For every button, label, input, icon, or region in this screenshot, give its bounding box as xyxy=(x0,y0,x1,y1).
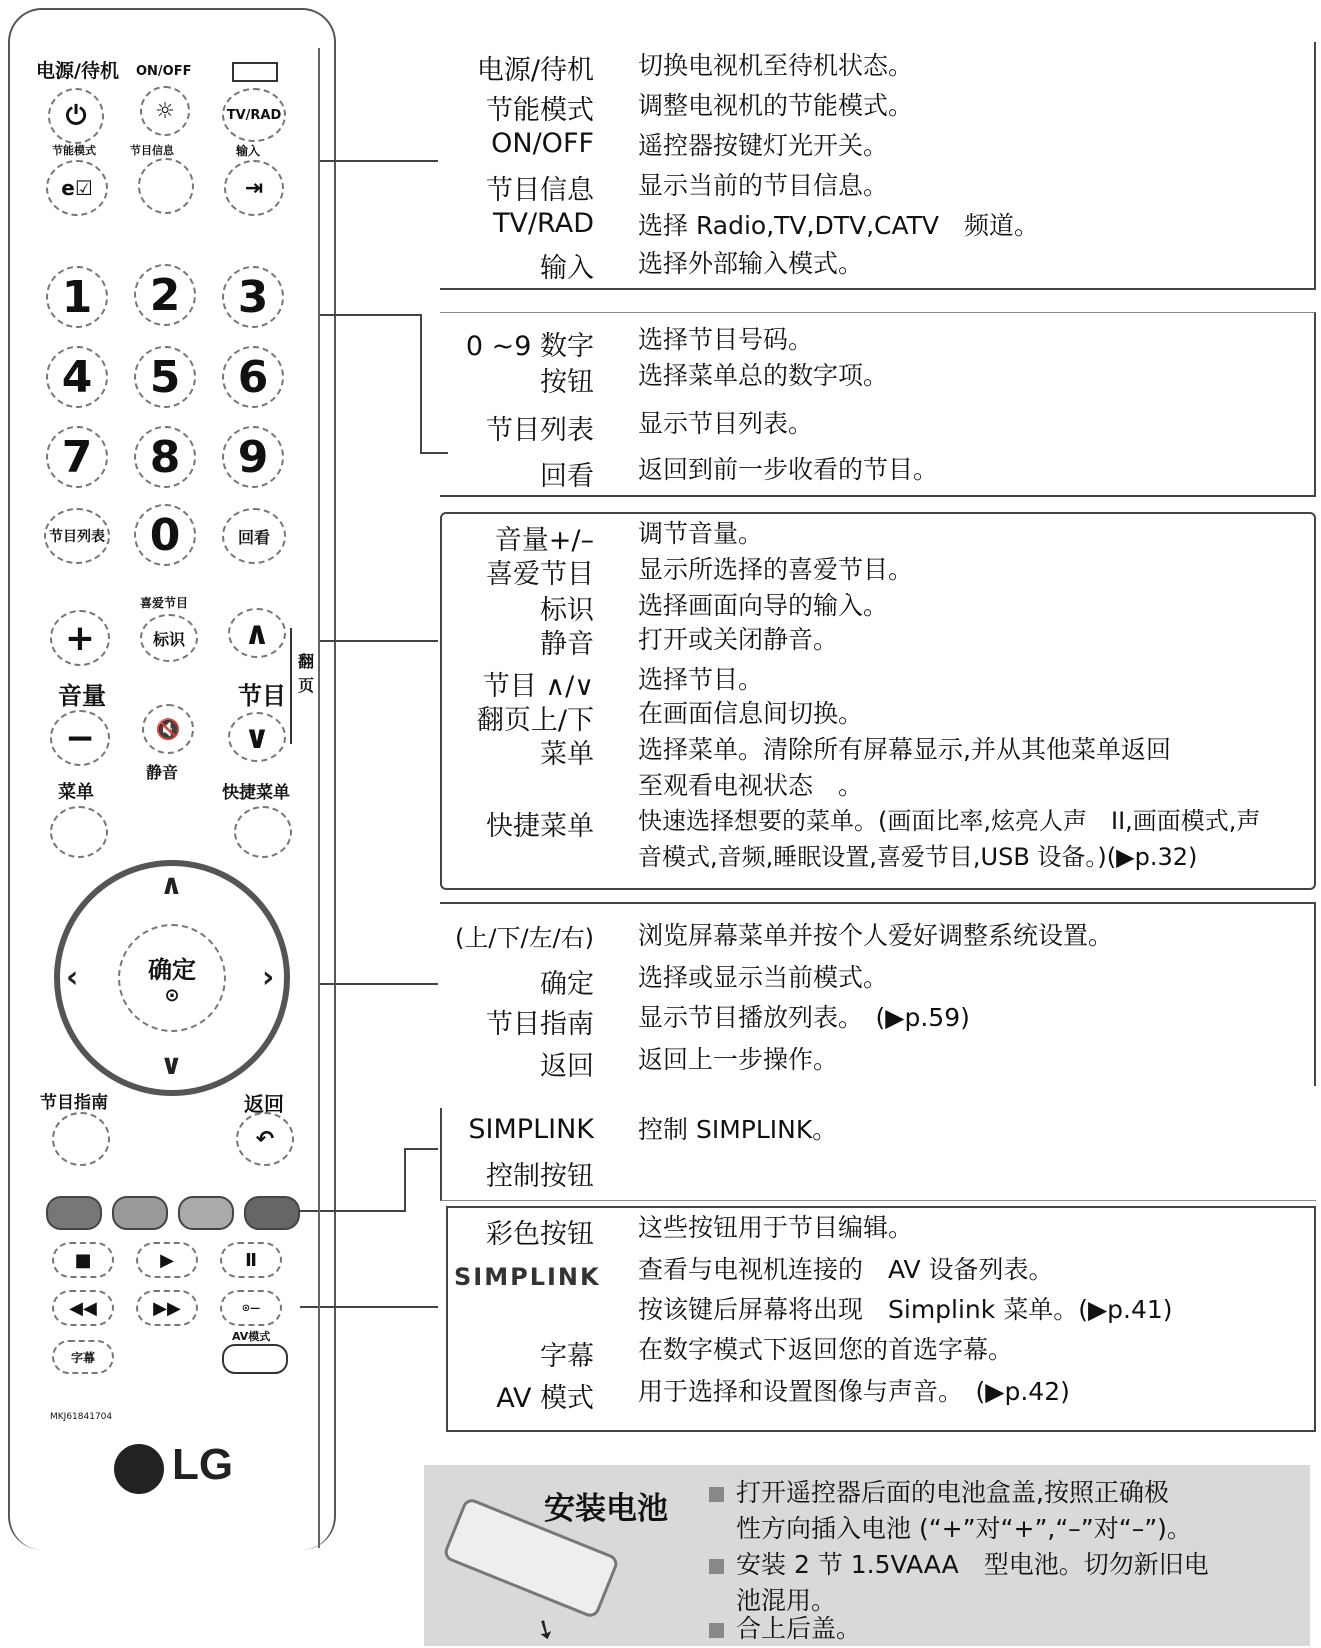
term-tvrad: TV/RAD xyxy=(493,208,594,239)
battery-title: 安装电池 xyxy=(544,1491,668,1527)
connector-5c xyxy=(404,1148,438,1150)
term-power: 电源/待机 xyxy=(476,55,594,86)
term-return: 返回 xyxy=(540,1051,594,1082)
bullet-icon xyxy=(709,1487,724,1502)
term-list: 节目列表 xyxy=(486,415,594,446)
desc-info: 显示当前的节目信息。 xyxy=(638,171,889,200)
pause-button[interactable]: Ⅱ xyxy=(220,1242,282,1278)
desc-guide: 显示节目播放列表。 (▶p.59) xyxy=(638,1003,970,1032)
term-volume: 音量+/– xyxy=(494,525,594,556)
desc-return: 返回上一步操作。 xyxy=(638,1045,839,1074)
term-energy: 节能模式 xyxy=(486,95,594,126)
battery-step-3: 合上后盖。 xyxy=(709,1611,861,1647)
desc-color-buttons: 这些按钮用于节目编辑。 xyxy=(638,1213,914,1242)
nav-down-icon[interactable]: ∨ xyxy=(160,1048,183,1081)
term-info: 节目信息 xyxy=(486,175,594,206)
volume-up-button[interactable]: + xyxy=(50,610,110,666)
red-button[interactable] xyxy=(46,1196,102,1230)
connector-5b xyxy=(404,1148,406,1212)
desc-power: 切换电视机至待机状态。 xyxy=(638,51,914,80)
number-2-button[interactable]: 2 xyxy=(134,264,196,326)
tv-rad-icon xyxy=(232,62,278,82)
term-color-buttons: 彩色按钮 xyxy=(486,1219,594,1250)
term-arrows: (上/下/左/右) xyxy=(455,924,594,952)
desc-tvrad: 选择 Radio,TV,DTV,CATV 频道。 xyxy=(638,211,1040,240)
subtitle-button[interactable]: 字幕 xyxy=(52,1340,114,1374)
simplink-logo: SIMPLINK xyxy=(454,1263,601,1291)
desc-menu: 选择菜单。清除所有屏幕显示,并从其他菜单返回 xyxy=(638,735,1171,764)
term-av-mode: AV 模式 xyxy=(496,1383,594,1414)
term-mute: 静音 xyxy=(540,629,594,660)
number-9-button[interactable]: 9 xyxy=(222,426,284,488)
onoff-label: ON/OFF xyxy=(136,64,192,79)
connector-6 xyxy=(300,1306,438,1308)
desc-energy: 调整电视机的节能模式。 xyxy=(638,91,914,120)
term-digit-buttons: 按钮 xyxy=(540,367,594,398)
ok-button[interactable] xyxy=(118,924,226,1032)
battery-step-2: 安装 2 节 1.5VAAA 型电池。切勿新旧电 xyxy=(709,1547,1209,1583)
desc-menu-cont: 至观看电视状态 。 xyxy=(638,771,864,800)
fast-forward-button[interactable]: ▶▶ xyxy=(136,1290,198,1326)
model-number: MKJ61841704 xyxy=(50,1412,113,1422)
guide-label: 节目指南 xyxy=(40,1093,108,1113)
page-bracket xyxy=(290,628,292,744)
yellow-button[interactable] xyxy=(178,1196,234,1230)
ok-label: 确定 xyxy=(148,956,196,984)
term-guide: 节目指南 xyxy=(486,1009,594,1040)
number-7-button[interactable]: 7 xyxy=(46,426,108,488)
desc-digits: 选择节目号码。 xyxy=(638,325,814,354)
bullet-icon xyxy=(709,1623,724,1638)
favorite-label: 喜爱节目 xyxy=(140,596,189,610)
nav-left-icon[interactable]: ‹ xyxy=(66,960,79,995)
term-program: 节目 ∧/∨ xyxy=(482,671,594,702)
number-6-button[interactable]: 6 xyxy=(222,346,284,408)
menu-button[interactable] xyxy=(50,806,108,858)
connector-4 xyxy=(318,983,438,985)
desc-mark: 选择画面向导的输入。 xyxy=(638,591,889,620)
remote-right-edge xyxy=(318,48,320,1548)
number-8-button[interactable]: 8 xyxy=(134,426,196,488)
program-info-label: 节目信息 xyxy=(130,144,174,157)
blue-button[interactable] xyxy=(244,1196,300,1230)
desc-favorite: 显示所选择的喜爱节目。 xyxy=(638,555,914,584)
quick-menu-label: 快捷菜单 xyxy=(222,783,290,803)
battery-panel xyxy=(424,1465,1310,1646)
desc-program: 选择节目。 xyxy=(638,665,764,694)
quick-menu-button[interactable] xyxy=(234,806,292,858)
desc-input: 选择外部输入模式。 xyxy=(638,249,864,278)
term-ok: 确定 xyxy=(540,969,594,1000)
desc-simplink-list: 查看与电视机连接的 AV 设备列表。 xyxy=(638,1255,1054,1284)
tv-rad-button[interactable]: TV/RAD xyxy=(222,88,286,142)
energy-saving-button[interactable]: e☑ xyxy=(46,160,108,216)
back-view-button[interactable]: 回看 xyxy=(222,508,286,564)
program-down-button[interactable]: ∨ xyxy=(228,712,286,762)
number-1-button[interactable]: 1 xyxy=(46,266,108,328)
av-mode-remote-label: AV模式 xyxy=(232,1330,271,1343)
desc-page: 在画面信息间切换。 xyxy=(638,699,864,728)
term-digits: 0 ~9 数字 xyxy=(465,331,594,362)
desc-arrows: 浏览屏幕菜单并按个人爱好调整系统设置。 xyxy=(638,921,1114,950)
connector-1 xyxy=(318,160,438,162)
energy-saving-label: 节能模式 xyxy=(52,144,96,157)
term-quick-menu: 快捷菜单 xyxy=(486,811,594,842)
program-up-button[interactable]: ∧ xyxy=(228,608,286,658)
nav-right-icon[interactable]: › xyxy=(262,960,275,995)
input-label: 输入 xyxy=(236,144,261,158)
connector-2a xyxy=(318,314,422,316)
desc-quick-menu: 快速选择想要的菜单。(画面比率,炫亮人声 II,画面模式,声 xyxy=(638,807,1261,835)
desc-simplink-menu: 按该键后屏幕将出现 Simplink 菜单。(▶p.41) xyxy=(638,1295,1173,1324)
rewind-button[interactable]: ◀◀ xyxy=(52,1290,114,1326)
green-button[interactable] xyxy=(112,1196,168,1230)
page-label: 翻页 xyxy=(298,652,315,695)
desc-back-view: 返回到前一步收看的节目。 xyxy=(638,455,939,484)
light-bulb-icon[interactable]: ☼ xyxy=(140,86,190,136)
term-favorite: 喜爱节目 xyxy=(486,559,594,590)
number-3-button[interactable]: 3 xyxy=(222,266,284,328)
guide-button[interactable] xyxy=(52,1112,110,1166)
term-page: 翻页上/下 xyxy=(476,705,594,736)
term-simplink: SIMPLINK xyxy=(468,1114,594,1145)
term-back-view: 回看 xyxy=(540,461,594,492)
desc-subtitle: 在数字模式下返回您的首选字幕。 xyxy=(638,1335,1014,1364)
return-label: 返回 xyxy=(244,1092,284,1116)
term-control-buttons: 控制按钮 xyxy=(486,1161,594,1192)
desc-list: 显示节目列表。 xyxy=(638,409,814,438)
menu-label: 菜单 xyxy=(58,782,94,803)
program-list-button[interactable]: 节目列表 xyxy=(44,508,110,564)
volume-label: 音量 xyxy=(58,682,106,710)
desc-volume: 调节音量。 xyxy=(638,519,764,548)
battery-step-1-cont: 性方向插入电池 (“+”对“+”,“–”对“–”)。 xyxy=(736,1514,1192,1543)
battery-step-2-cont: 池混用。 xyxy=(736,1586,837,1615)
battery-step-1: 打开遥控器后面的电池盒盖,按照正确极 xyxy=(709,1475,1169,1511)
mark-button[interactable]: 标识 xyxy=(140,614,198,662)
desc-simplink: 控制 SIMPLINK。 xyxy=(638,1115,838,1144)
desc-quick-menu-cont: 音模式,音频,睡眠设置,喜爱节目,USB 设备。)(▶p.32) xyxy=(638,843,1198,871)
connector-2b xyxy=(420,314,422,452)
power-label: 电源/待机 xyxy=(36,60,119,82)
stop-button[interactable]: ■ xyxy=(52,1242,114,1278)
volume-down-button[interactable]: − xyxy=(50,710,110,766)
lg-logo-icon xyxy=(114,1444,164,1494)
arrow-icon: ➘ xyxy=(527,1611,562,1648)
lg-brand-text: LG xyxy=(172,1440,234,1489)
term-subtitle: 字幕 xyxy=(540,1341,594,1372)
bullet-icon xyxy=(709,1559,724,1574)
input-button[interactable]: ⇥ xyxy=(224,160,284,216)
mute-label: 静音 xyxy=(146,763,179,782)
av-mode-button[interactable] xyxy=(222,1344,288,1374)
term-mark: 标识 xyxy=(540,595,594,626)
return-button[interactable]: ↶ xyxy=(236,1112,294,1166)
term-menu: 菜单 xyxy=(540,739,594,770)
simplink-button[interactable]: ⊙— xyxy=(220,1290,282,1326)
desc-onoff: 遥控器按键灯光开关。 xyxy=(638,131,889,160)
desc-mute: 打开或关闭静音。 xyxy=(638,625,839,654)
program-info-button[interactable] xyxy=(138,158,194,214)
mute-icon[interactable]: 🔇 xyxy=(142,704,194,754)
play-button[interactable]: ▶ xyxy=(136,1242,198,1278)
term-input: 输入 xyxy=(540,253,594,284)
power-button[interactable]: ⏻ xyxy=(48,88,104,144)
desc-ok: 选择或显示当前模式。 xyxy=(638,963,889,992)
desc-av-mode: 用于选择和设置图像与声音。 (▶p.42) xyxy=(638,1377,1070,1406)
ok-dot-icon: ⊙ xyxy=(164,985,180,1006)
number-5-button[interactable]: 5 xyxy=(134,346,196,408)
number-0-button[interactable]: 0 xyxy=(134,504,196,566)
nav-up-icon[interactable]: ∧ xyxy=(160,868,183,901)
connector-5a xyxy=(300,1210,406,1212)
program-label: 节目 xyxy=(238,682,286,710)
term-onoff: ON/OFF xyxy=(491,128,594,159)
number-4-button[interactable]: 4 xyxy=(46,346,108,408)
connector-3 xyxy=(318,640,438,642)
desc-digit-buttons: 选择菜单总的数字项。 xyxy=(638,361,889,390)
